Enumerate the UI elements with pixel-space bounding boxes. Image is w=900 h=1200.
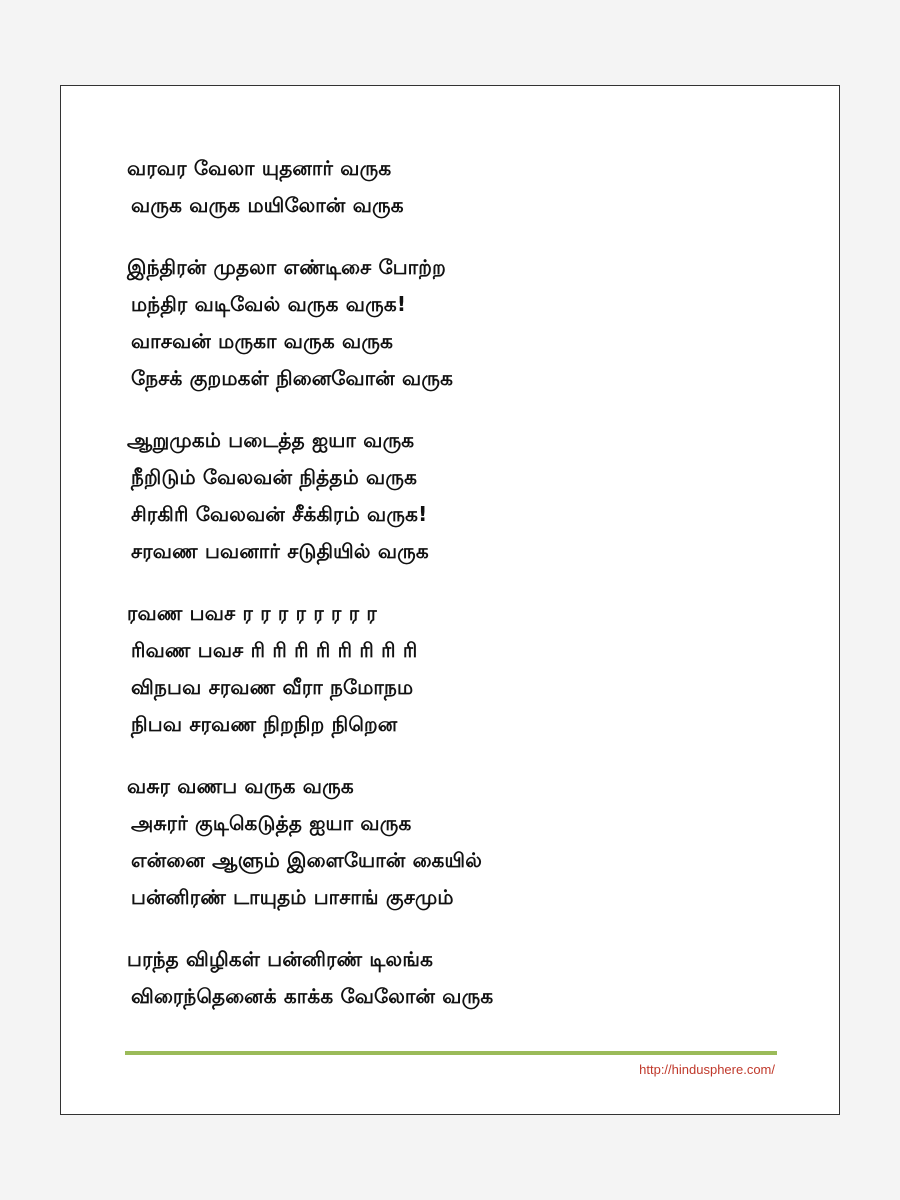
- verse-line: சிரகிரி வேலவன் சீக்கிரம் வருக!: [131, 502, 428, 526]
- verse-line: மந்திர வடிவேல் வருக வருக!: [131, 292, 407, 316]
- verse-line: நேசக் குறமகள் நினைவோன் வருக: [131, 366, 454, 390]
- verse-line: அசுரர் குடிகெடுத்த ஐயா வருக: [131, 811, 412, 835]
- verse-line: நிபவ சரவண நிறநிற நிறென: [131, 712, 398, 736]
- verse-line: விரைந்தெனைக் காக்க வேலோன் வருக: [131, 984, 494, 1008]
- verse-line: பன்னிரண் டாயுதம் பாசாங் குசமும்: [131, 885, 454, 909]
- source-link[interactable]: http://hindusphere.com/: [639, 1062, 775, 1077]
- verse-line: ரவண பவச ர ர ர ர ர ர ர ர: [127, 601, 377, 625]
- stanza-1: [127, 150, 787, 224]
- verse-line: வரவர வேலா யுதனார் வருக: [127, 156, 392, 180]
- stanza-5: [127, 768, 787, 916]
- footer-divider: [125, 1051, 777, 1055]
- verse-line: வசுர வணப வருக வருக: [127, 774, 354, 798]
- verse-line: விநபவ சரவண வீரா நமோநம: [131, 675, 414, 699]
- verse-line: ரிவண பவச ரி ரி ரி ரி ரி ரி ரி ரி: [131, 638, 418, 662]
- verse-line: சரவண பவனார் சடுதியில் வருக: [131, 539, 429, 563]
- verse-line: வருக வருக மயிலோன் வருக: [131, 193, 404, 217]
- stanza-4: [127, 595, 787, 743]
- verse-line: நீறிடும் வேலவன் நித்தம் வருக: [131, 465, 418, 489]
- verse-line: ஆறுமுகம் படைத்த ஐயா வருக: [127, 428, 415, 452]
- stanza-3: [127, 422, 787, 570]
- verse-line: என்னை ஆளும் இளையோன் கையில்: [131, 848, 483, 872]
- verse-line: பரந்த விழிகள் பன்னிரண் டிலங்க: [127, 947, 434, 971]
- verse-line: இந்திரன் முதலா எண்டிசை போற்ற: [127, 255, 446, 279]
- stanza-6: [127, 941, 787, 1015]
- verse-line: வாசவன் மருகா வருக வருக: [131, 329, 394, 353]
- stanza-2: [127, 249, 787, 397]
- document-page: [60, 85, 840, 1115]
- lyrics-body: [127, 150, 787, 1015]
